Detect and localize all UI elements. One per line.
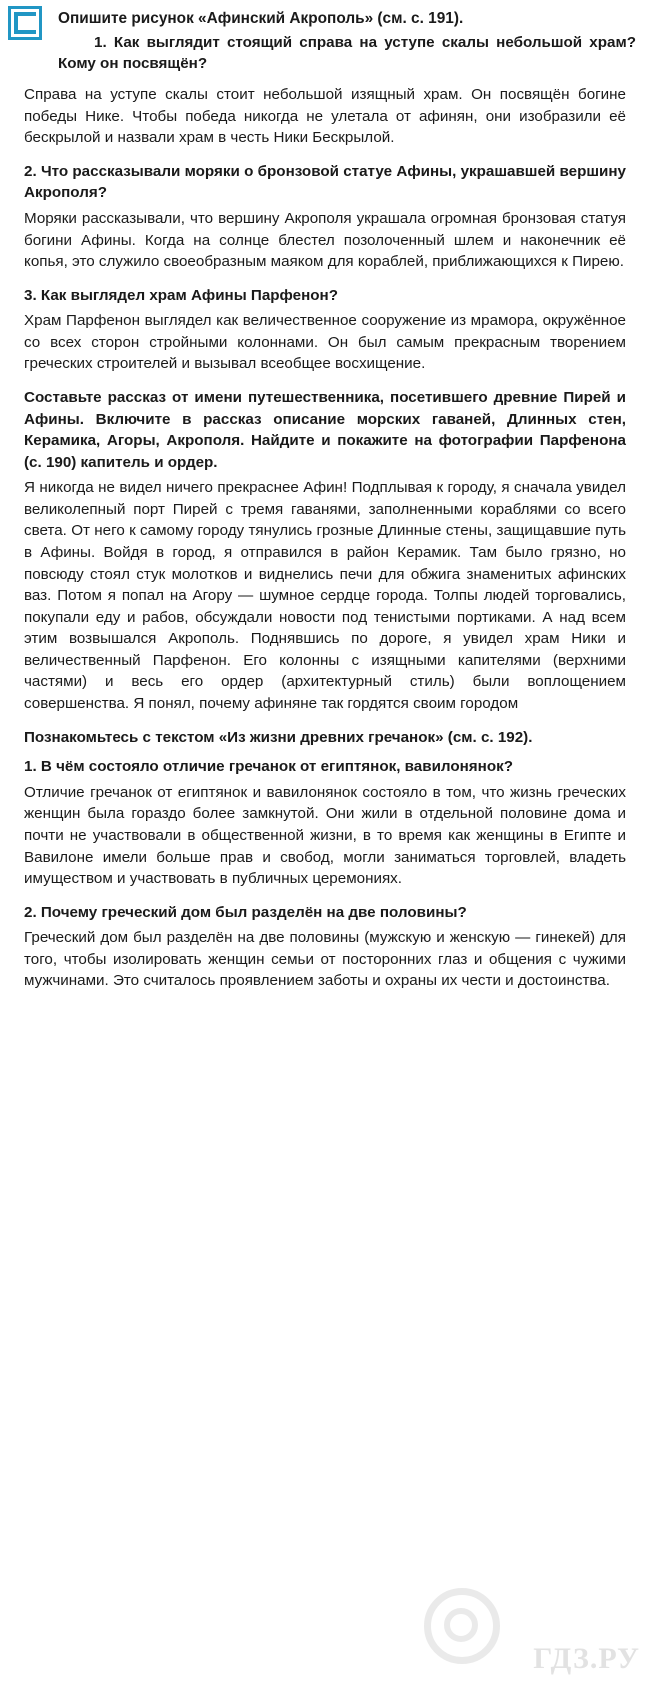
question-2: 2. Что рассказывали моряки о бронзовой статуе Афины, украшавшей вершину Акрополя? (24, 162, 626, 202)
watermark-ring (424, 1588, 500, 1664)
document-content (58, 8, 636, 75)
watermark-text: ГДЗ.РУ (533, 1642, 640, 1675)
answer-4: Я никогда не видел ничего прекраснее Афин! Подплывая к городу, я сначала увидел великолепный порт Пирей с тремя гаванями, заполненными кораблями со всего света. От него к самому городу тянулись грозные Длинные стены, защищавшие путь в Афины. Войдя в город, я отправился в район Керамик. Там было грязно, но повсюду стоял стук молотков и виднелись печи для обжига знаменитых афинских ваз. Потом я попал на Агору — шумное сердце города. Толпы людей торговались, покупали еду и рабов, обсуждали новости под тенистыми портиками. А над всем этим возвышался Акрополь. Поднявшись по дороге, я увидел храм Ники и величественный Парфенон. Его колонны с изящными капителями (верхними частями) и весь его ордер (архитектурный стиль) были воплощением совершенства. Я понял, почему афиняне так гордятся своим городом (24, 479, 626, 713)
question-4: Составьте рассказ от имени путешественника, посетившего древние Пирей и Афины. Включите в рассказ описание морских гаваней, Длинных стен, Керамика, Агоры, Акрополя. Найдите и покажите на фотографии Парфенона (с. 190) капитель и ордер. (24, 388, 626, 471)
section-subheading: Познакомьтесь с текстом «Из жизни древних гречанок» (см. с. 192). (24, 728, 533, 746)
answer-5: Отличие гречанок от египтянок и вавилонянок состояло в том, что жизнь греческих женщин была гораздо более замкнутой. Они жили в отдельной половине дома и почти не участвовали в общественной жизни, в то время как женщины в Египте и Вавилоне имели больше прав и свобод, могли заниматься торговлей, владеть имуществом и участвовать в публичных церемониях. (24, 783, 626, 888)
question-1: 1. Как выглядит стоящий справа на уступе скалы небольшой храм? Кому он посвящён? (58, 33, 636, 73)
qa-block-1 (58, 32, 636, 75)
logo-bar-shape (14, 30, 36, 34)
answer-2: Моряки рассказывали, что вершину Акрополя украшала огромная бронзовая статуя богини Афины. Когда на солнце блестел позолоченный шлем и наконечник её копья, это служило своеобразным маяком для кораблей, приближающихся к Пирею. (24, 209, 626, 271)
question-5: 1. В чём состояло отличие гречанок от египтянок, вавилонянок? (24, 758, 514, 776)
answer-3: Храм Парфенон выглядел как величественное сооружение из мрамора, окружённое со всех сторон стройными колоннами. Он был самым прекрасным творением греческих строителей и вызывал всеобщее восхищение. (24, 312, 626, 373)
page-title: Опишите рисунок «Афинский Акрополь» (см. с. 191). (58, 10, 464, 27)
question-3: 3. Как выглядел храм Афины Парфенон? (24, 286, 338, 304)
question-6: 2. Почему греческий дом был разделён на две половины? (24, 903, 467, 921)
site-logo-icon (8, 6, 42, 40)
document-body (24, 84, 626, 992)
answer-6: Греческий дом был разделён на две половины (мужскую и женскую — гинекей) для того, чтобы изолировать женщин семьи от посторонних глаз и общения с чужими мужчинами. Это считалось проявлением заботы и охраны их чести и достоинства. (24, 929, 626, 990)
answer-1: Справа на уступе скалы стоит небольшой изящный храм. Он посвящён богине победы Нике. Чтобы победа никогда не улетала от афинян, они изобразили её бескрылой и назвали храм в честь Ники Бескрылой. (24, 86, 626, 147)
